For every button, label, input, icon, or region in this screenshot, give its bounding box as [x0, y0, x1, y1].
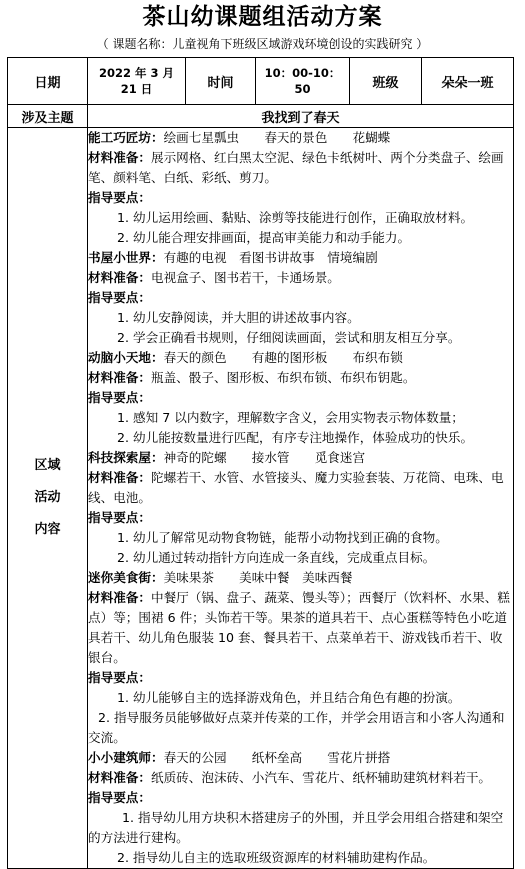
- time-label: 时间: [186, 58, 256, 105]
- guide-point: 1. 幼儿能够自主的选择游戏角色，并且结合角色有趣的扮演。: [117, 690, 461, 705]
- guide-label: 指导要点：: [88, 190, 151, 205]
- guide-point: 1. 幼儿安静阅读，并大胆的讲述故事内容。: [117, 310, 360, 325]
- area-materials: 材料准备：电视盒子、图书若干，卡通场景。: [88, 270, 340, 285]
- area-title: 能工巧匠坊：绘画七星瓢虫 春天的景色 花蝴蝶: [88, 130, 391, 145]
- time-value: 10：00-10：50: [256, 58, 350, 105]
- guide-label: 指导要点：: [88, 290, 151, 305]
- guide-point: 1. 幼儿了解常见动物食物链，能帮小动物找到正确的食物。: [117, 530, 448, 545]
- date-label: 日期: [8, 58, 88, 105]
- area-title: 书屋小世界：有趣的电视 看图书讲故事 情境编剧: [88, 250, 378, 265]
- area-title: 科技探索屋：神奇的陀螺 接水管 觅食迷宫: [88, 450, 366, 465]
- area-title: 迷你美食街：美味果茶 美味中餐 美味西餐: [88, 570, 353, 585]
- guide-point: 2. 幼儿能按数量进行匹配，有序专注地操作，体验成功的快乐。: [117, 430, 474, 445]
- header-row: [8, 58, 514, 105]
- guide-label: 指导要点：: [88, 670, 151, 685]
- side-label: [8, 128, 88, 869]
- plan-table: [7, 57, 514, 869]
- guide-point: 2. 幼儿能合理安排画面，提高审美能力和动手能力。: [117, 230, 411, 245]
- topic-row: [8, 105, 514, 128]
- area-materials: 材料准备：陀螺若干、水管、水管接头、魔力实验套装、万花筒、电珠、电线、电池。: [88, 470, 504, 505]
- area-materials: 材料准备：中餐厅（锅、盘子、蔬菜、馒头等）；西餐厅（饮料杯、水果、糕点）等；围裙 6 件；头饰若干等。果茶的道具若干、点心蛋糕等特色小吃道具若干、幼儿角色服装 10 套、餐具若干、点菜单若干、游戏钱币若干、收银台。: [88, 590, 510, 665]
- date-value: 2022 年 3 月 21 日: [88, 58, 186, 105]
- guide-label: 指导要点：: [88, 390, 151, 405]
- page-title: 茶山幼课题组活动方案: [142, 4, 383, 30]
- topic-value: 我找到了春天: [88, 105, 514, 128]
- class-value: 朵朵一班: [422, 58, 514, 105]
- guide-point: 2. 学会正确看书规则，仔细阅读画面，尝试和朋友相互分享。: [117, 330, 461, 345]
- guide-point: 2. 指导幼儿自主的选取班级资源库的材料辅助建构作品。: [117, 850, 436, 865]
- side-line-2: 活动: [34, 490, 61, 505]
- guide-point: 2. 幼儿通过转动指针方向连成一条直线，完成重点目标。: [117, 550, 436, 565]
- guide-point: 2. 指导服务员能够做好点菜并传菜的工作，并学会用语言和小客人沟通和交流。: [88, 710, 505, 745]
- area-title: 动脑小天地：春天的颜色 有趣的图形板 布织布锁: [88, 350, 403, 365]
- area-materials: 材料准备：瓶盖、骰子、图形板、布织布锁、布织布钥匙。: [88, 370, 416, 385]
- area-content: [88, 128, 514, 869]
- class-label: 班级: [350, 58, 422, 105]
- area-materials: 材料准备：纸质砖、泡沫砖、小汽车、雪花片、纸杯辅助建筑材料若干。: [88, 770, 491, 785]
- guide-point: 1. 幼儿运用绘画、黏贴、涂剪等技能进行创作，正确取放材料。: [117, 210, 474, 225]
- area-materials: 材料准备：展示网格、红白黑太空泥、绿色卡纸树叶、两个分类盘子、绘画笔、颜料笔、白纸、彩纸、剪刀。: [88, 150, 504, 185]
- area-title: 小小建筑师：春天的公园 纸杯垒高 雪花片拼搭: [88, 750, 391, 765]
- guide-point: 1. 感知 7 以内数字，理解数字含义，会用实物表示物体数量；: [117, 410, 464, 425]
- guide-label: 指导要点：: [88, 510, 151, 525]
- side-line-1: 区域: [34, 458, 61, 473]
- page-subtitle: （ 课题名称：儿童视角下班级区域游戏环境创设的实践研究 ）: [96, 37, 429, 51]
- side-line-3: 内容: [34, 522, 61, 537]
- topic-label: 涉及主题: [8, 105, 88, 128]
- guide-label: 指导要点：: [88, 790, 151, 805]
- content-row: [8, 128, 514, 869]
- guide-point: 1. 指导幼儿用方块积木搭建房子的外围，并且学会用组合搭建和架空的方法进行建构。: [88, 810, 504, 845]
